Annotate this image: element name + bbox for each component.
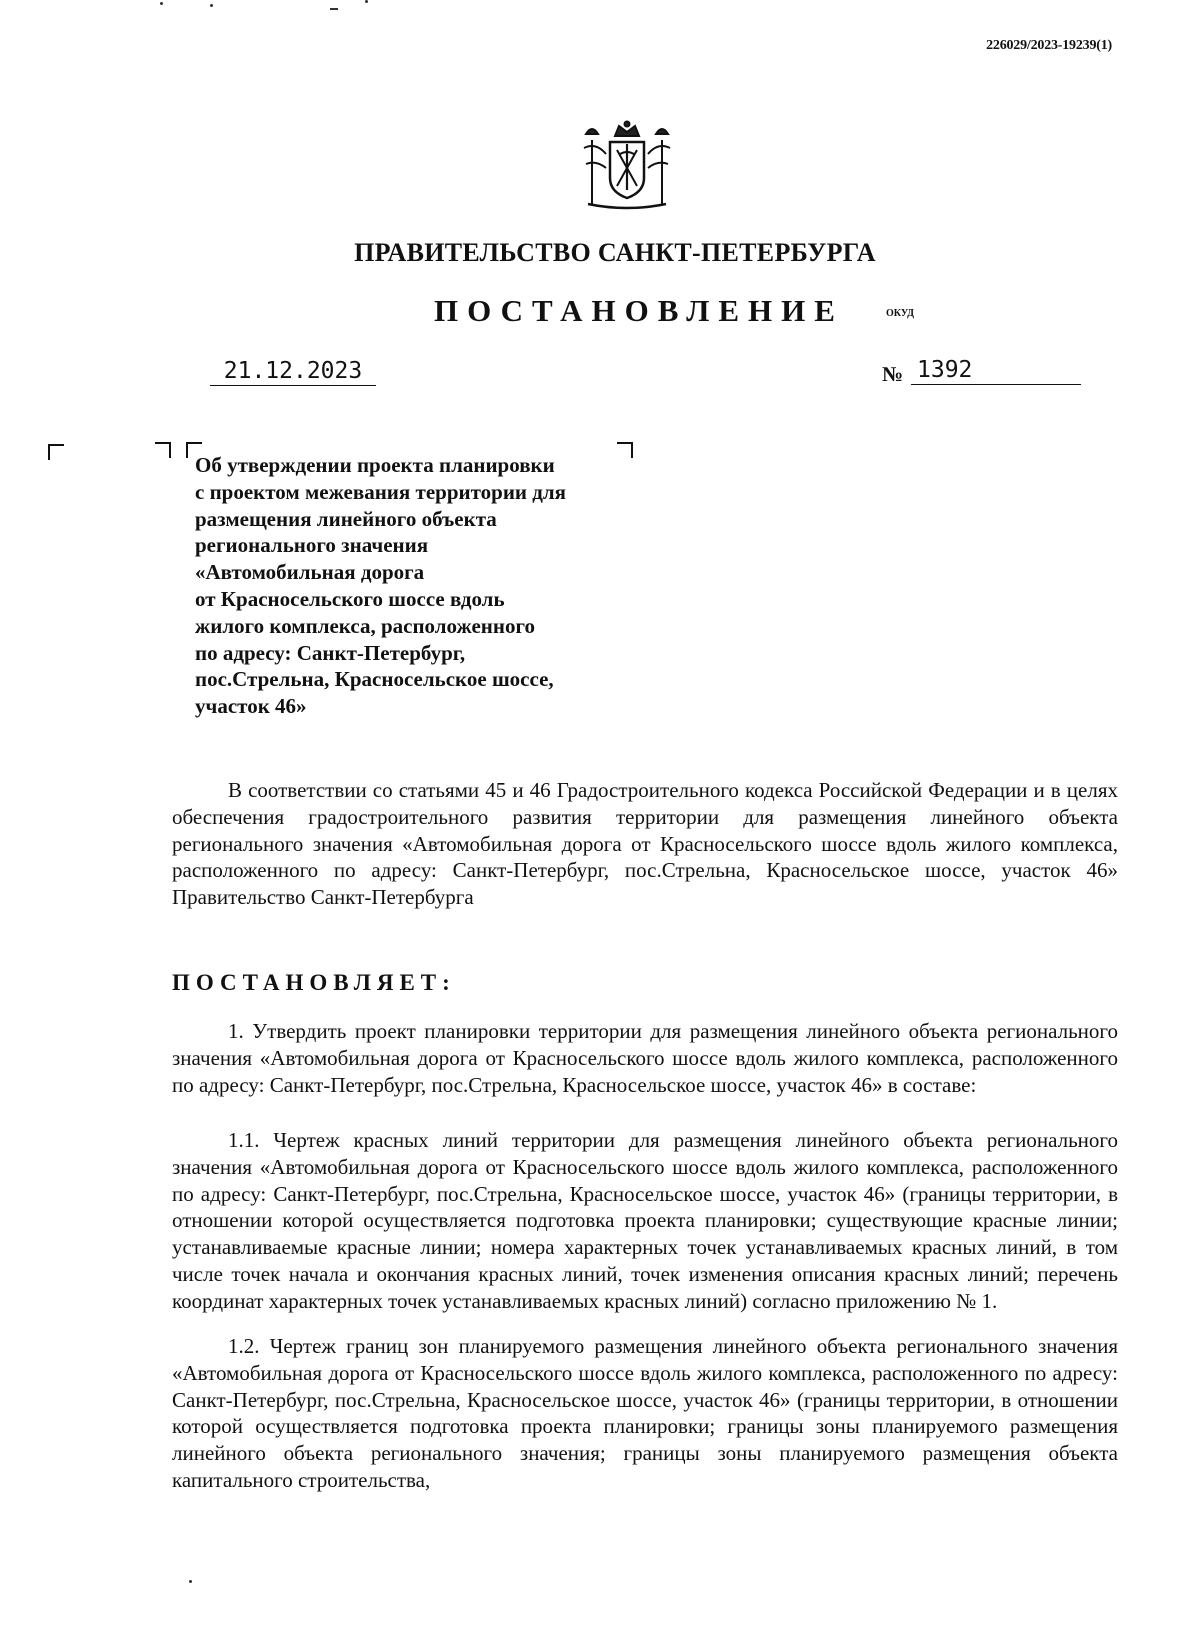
resolves-heading: ПОСТАНОВЛЯЕТ: [172,970,456,995]
corner-mark [155,442,171,458]
subject-line: жилого комплекса, расположенного [195,613,536,638]
subject-line: регионального значения [195,533,429,558]
corner-mark [48,444,64,460]
document-type: ПОСТАНОВЛЕНИЕ [434,293,844,328]
subject-line: участок 46» [195,694,307,719]
okud-label: ОКУД [886,308,915,319]
scan-marks [150,0,450,16]
subject-line: с проектом межевания территории для [195,479,567,504]
number-sign: № [882,362,904,386]
subject-line: по адресу: Санкт-Петербург, [195,640,466,665]
subject-line: от Красносельского шоссе вдоль [195,586,505,611]
st-petersburg-coat-of-arms-icon [580,120,674,210]
document-number: 1392 [911,356,1081,385]
subject-line: «Автомобильная дорога [195,560,425,585]
document-subject [195,452,655,720]
government-title: ПРАВИТЕЛЬСТВО САНКТ-ПЕТЕРБУРГА [354,238,876,267]
document-date: 21.12.2023 [210,357,376,386]
subject-line: размещения линейного объекта [195,506,497,531]
item-1-2-paragraph: 1.2. Чертеж границ зон планируемого размещения линейного объекта регионального значения «Автомобильная дорога от Красносельского шоссе вдоль жилого комплекса, расположенного по адресу: Санкт-Петербург, пос.Стрельна, Красносельское шоссе, участок 46» (границы территории, в отношении которой осуществляется подготовка проекта планировки; границы зоны планируемого размещения линейного объекта регионального значения; границы зоны планируемого размещения объекта капитального строительства, [172,1334,1118,1492]
subject-line: пос.Стрельна, Красносельское шоссе, [195,667,554,692]
scan-dot [189,1580,192,1583]
subject-line: Об утверждении проекта планировки [195,453,555,477]
preamble-paragraph: В соответствии со статьями 45 и 46 Градостроительного кодекса Российской Федерации и в целях обеспечения градостроительного развития территории для размещения линейного объекта регионального значения «Автомобильная дорога от Красносельского шоссе вдоль жилого комплекса, расположенного по адресу: Санкт-Петербург, пос.Стрельна, Красносельское шоссе, участок 46» Правительство Санкт-Петербурга [172,778,1118,910]
item-1-paragraph: 1. Утвердить проект планировки территории для размещения линейного объекта регионального значения «Автомобильная дорога от Красносельского шоссе вдоль жилого комплекса, расположенного по адресу: Санкт-Петербург, пос.Стрельна, Красносельское шоссе, участок 46» в составе: [172,1019,1118,1097]
item-1-1-paragraph: 1.1. Чертеж красных линий территории для размещения линейного объекта регионального значения «Автомобильная дорога от Красносельского шоссе вдоль жилого комплекса, расположенного по адресу: Санкт-Петербург, пос.Стрельна, Красносельское шоссе, участок 46» (границы территории, в отношении которой осуществляется подготовка проекта планировки; существующие красные линии; устанавливаемые красные линии; номера характерных точек устанавливаемых красных линий, в том числе точек начала и окончания красных линий, точек изменения описания красных линий; перечень координат характерных точек устанавливаемых красных линий) согласно приложению № 1. [172,1128,1118,1313]
registration-number: 226029/2023-19239(1) [986,38,1112,53]
